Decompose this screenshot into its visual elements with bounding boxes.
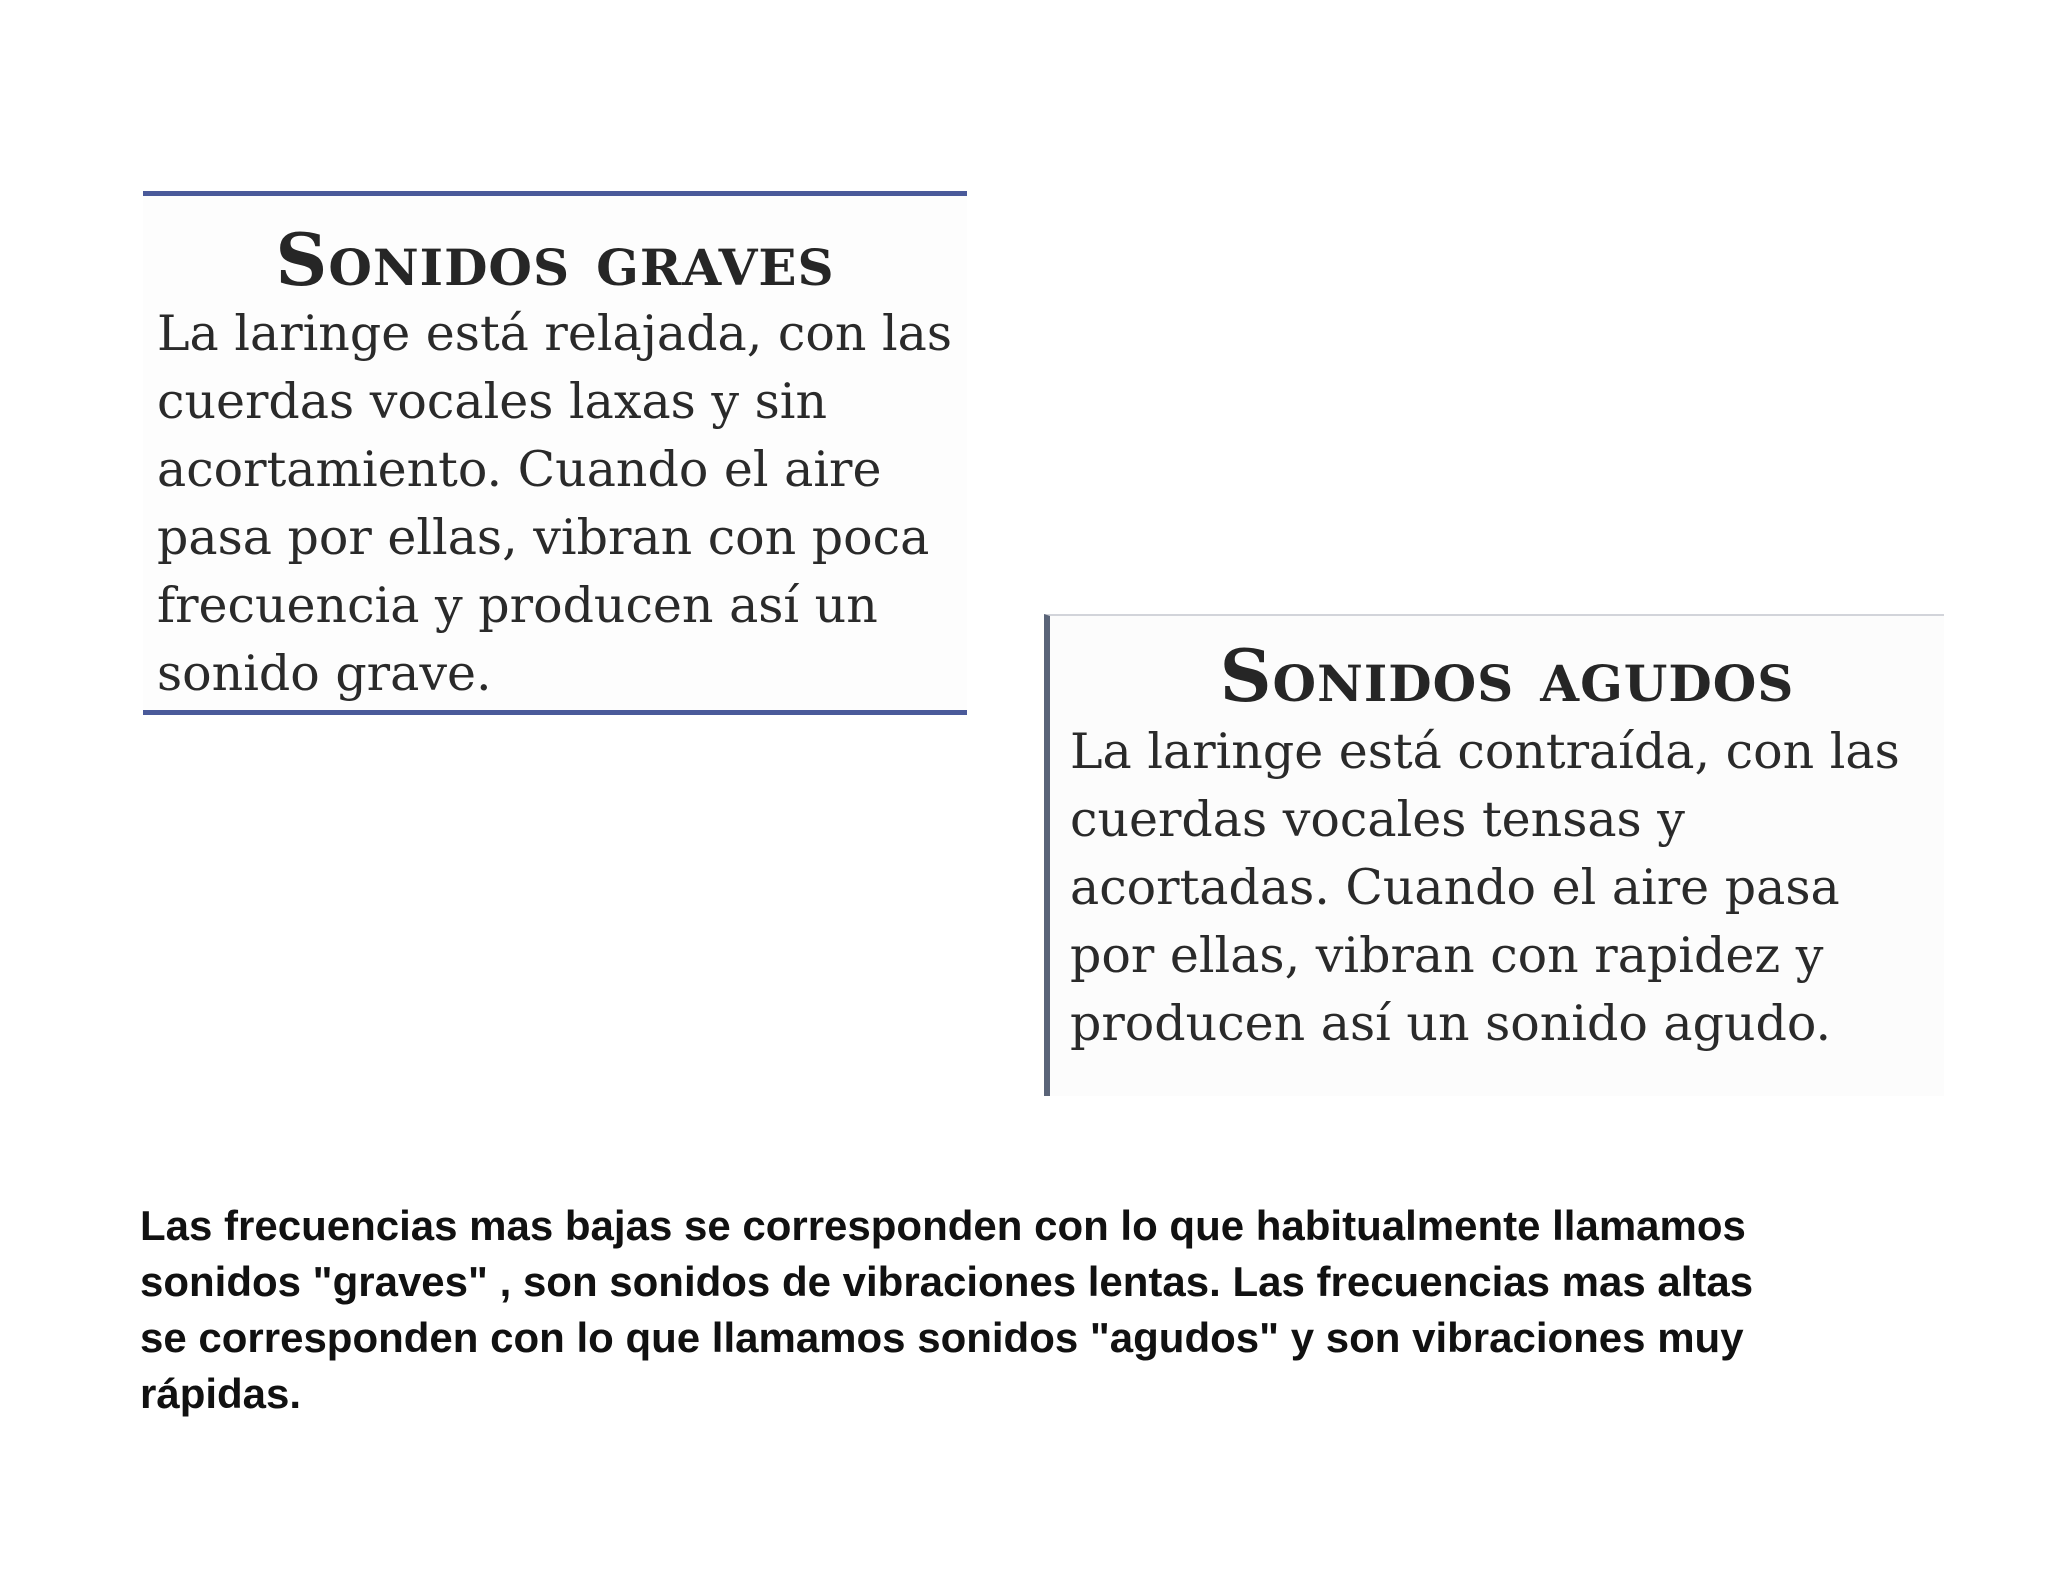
sonidos-agudos-text: La laringe está contraída, con las cuerdas vocales tensas y acortadas. Cuando el aire pasa por ellas, vibran con rapidez y producen así un sonido agudo. bbox=[1070, 723, 1900, 1052]
sonidos-agudos-box bbox=[1044, 614, 1944, 1096]
sonidos-graves-title: Sonidos graves bbox=[275, 217, 835, 302]
sonidos-graves-box bbox=[143, 191, 967, 715]
sonidos-agudos-title: Sonidos agudos bbox=[1219, 633, 1795, 718]
sonidos-graves-text: La laringe está relajada, con las cuerdas vocales laxas y sin acortamiento. Cuando el aire pasa por ellas, vibran con poca frecuencia y producen así un sonido grave. bbox=[157, 305, 952, 702]
frequency-explanation: Las frecuencias mas bajas se corresponden con lo que habitualmente llamamos sonidos "graves" , son sonidos de vibraciones lentas. Las frecuencias mas altas se corresponden con lo que llamamos sonidos "agudos" y son vibraciones muy rápidas. bbox=[140, 1202, 1754, 1417]
